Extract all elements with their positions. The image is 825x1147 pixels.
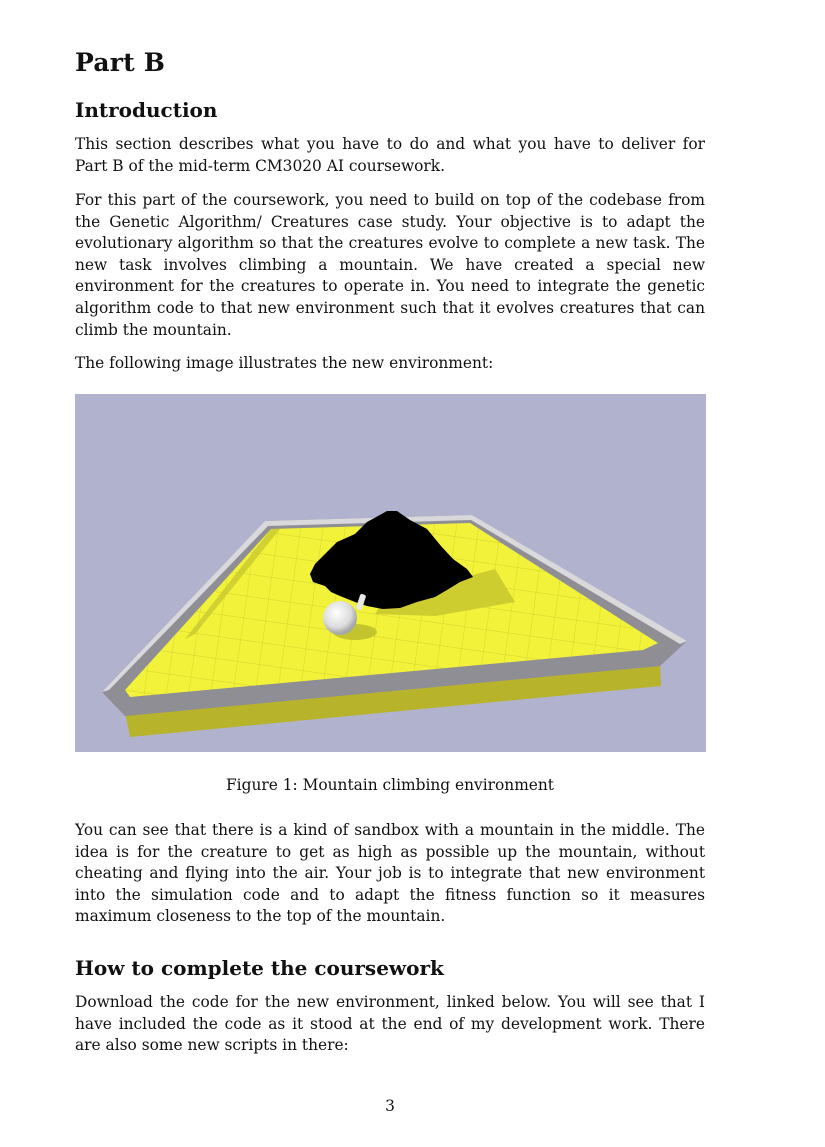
section-heading-how-to-complete: How to complete the coursework: [75, 956, 444, 980]
paragraph-how-to-1: Download the code for the new environment, linked below. You will see that I have included the code as it stood at the end of my development work. There are also some new scripts in there:: [75, 993, 705, 1055]
paragraph-intro-3: The following image illustrates the new environment:: [75, 354, 494, 372]
mountain-environment-illustration: [75, 394, 706, 752]
figure-caption: Figure 1: Mountain climbing environment: [226, 776, 554, 794]
paragraph-intro-2: For this part of the coursework, you need to build on top of the codebase from the Genetic Algorithm/ Creatures case study. Your objective is to adapt the evolutionary algorithm so that the creatures evolve to complete a new task. The new task involves climbing a mountain. We have created a special new environment for the creatures to operate in. You need to integrate the genetic algorithm code to that new environment such that it evolves creatures that can climb the mountain.: [75, 191, 705, 339]
page-number: 3: [385, 1097, 395, 1115]
part-title: Part B: [75, 48, 166, 77]
paragraph-after-figure: You can see that there is a kind of sandbox with a mountain in the middle. The idea is for the creature to get as high as possible up the mountain, without cheating and flying into the air. Your job is to integrate that new environment into the simulation code and to adapt the fitness function so it measures maximum closeness to the top of the mountain.: [75, 821, 705, 926]
paragraph-intro-1: This section describes what you have to do and what you have to deliver for Part B of the mid-term CM3020 AI coursework.: [75, 135, 705, 175]
creature-body: [323, 601, 357, 635]
section-heading-introduction: Introduction: [75, 98, 218, 122]
environment-figure: [75, 394, 706, 752]
